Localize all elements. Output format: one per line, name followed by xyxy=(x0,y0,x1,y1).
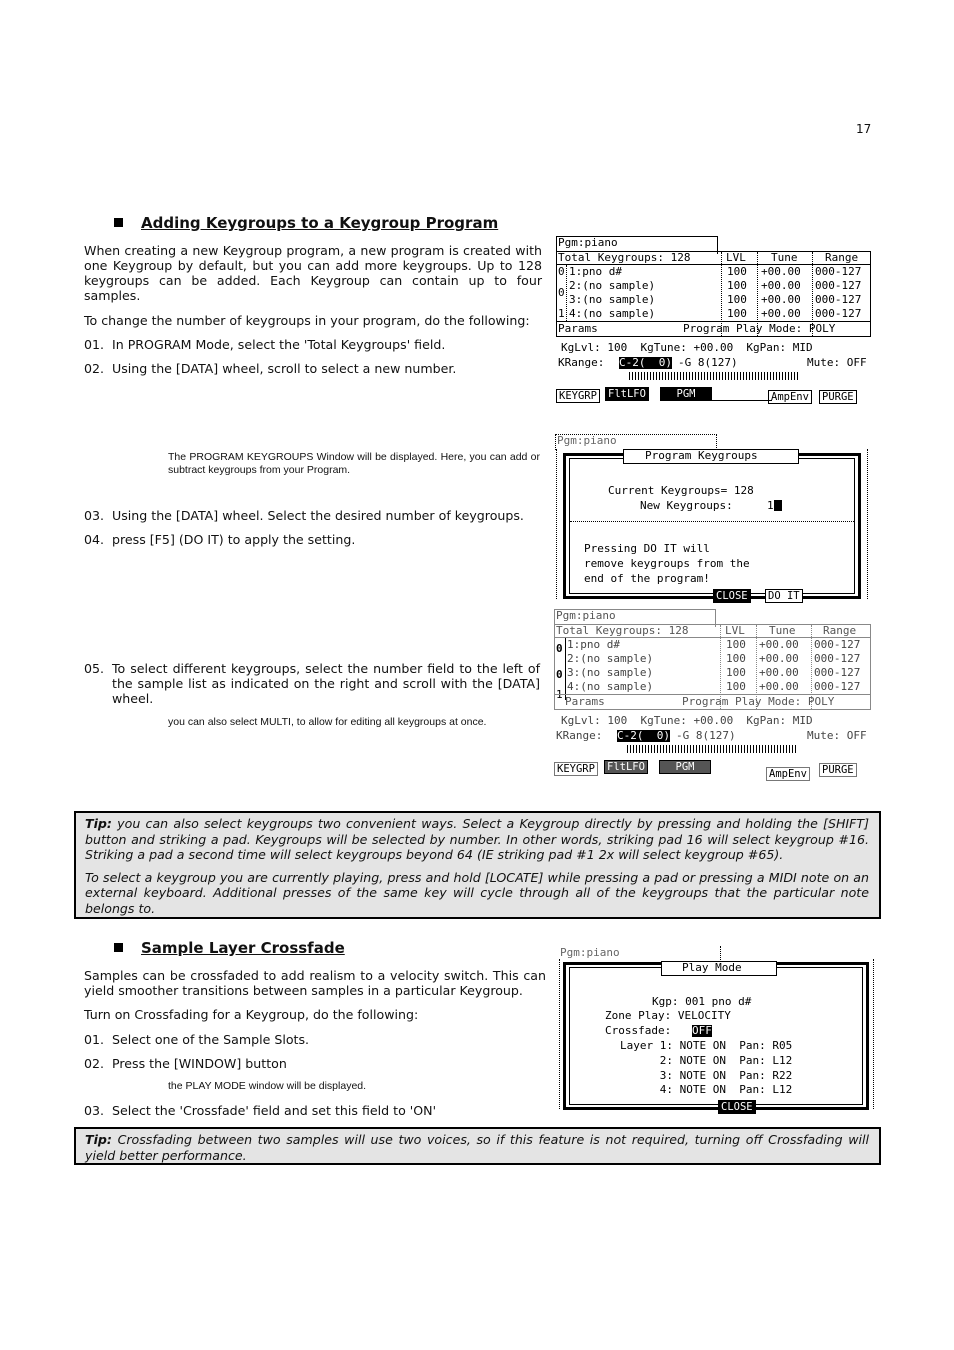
keygroup-digit[interactable]: 0 xyxy=(556,668,563,681)
keygroup-digit[interactable]: 0 xyxy=(556,642,563,655)
tip-box xyxy=(74,1127,881,1165)
lcd-screen-program-select xyxy=(553,607,872,779)
krange-rest[interactable]: -G 8(127) xyxy=(676,729,736,742)
play-mode-field[interactable]: Program Play Mode: POLY xyxy=(683,322,836,335)
keygroup-digit[interactable]: 0 xyxy=(558,286,565,299)
step-item: 01. In PROGRAM Mode, select the 'Total Keygroups' field. xyxy=(84,337,446,352)
program-title: Pgm:piano xyxy=(557,434,617,447)
sample-tune[interactable]: +00.00 xyxy=(761,307,801,320)
step-item: 05. To select different keygroups, select the number field to the left of the sample list as indicated on the right and scroll with the [DATA] wheel. xyxy=(84,661,540,706)
section-heading-keygroups xyxy=(114,214,498,232)
sample-range[interactable]: 000-127 xyxy=(815,265,862,278)
sample-lvl[interactable]: 100 xyxy=(726,652,746,665)
close-button[interactable]: CLOSE xyxy=(718,1100,756,1114)
warning-line: end of the program! xyxy=(584,572,710,585)
kg-level-line[interactable]: KgLvl: 100 KgTune: +00.00 KgPan: MID xyxy=(561,341,813,354)
col-range: Range xyxy=(825,251,859,264)
new-keygroups-label: New Keygroups: xyxy=(640,499,733,512)
col-lvl: LVL xyxy=(726,251,746,264)
sample-slot[interactable]: 3:(no sample) xyxy=(567,666,654,679)
tip-label: Tip: xyxy=(85,1132,112,1147)
close-button[interactable]: CLOSE xyxy=(713,589,751,603)
sample-range[interactable]: 000-127 xyxy=(814,680,861,693)
params-label: Params xyxy=(565,695,605,708)
step-item: 03. Select the 'Crossfade' field and set this field to 'ON' xyxy=(84,1103,437,1118)
keyboard-range-bar xyxy=(627,745,797,753)
divider xyxy=(556,449,557,599)
tab-keygrp[interactable]: KEYGRP xyxy=(554,762,598,776)
sample-lvl[interactable]: 100 xyxy=(727,307,747,320)
note-text: The PROGRAM KEYGROUPS Window will be displayed. Here, you can add or subtract keygroups from your Program. xyxy=(168,451,540,476)
sample-lvl[interactable]: 100 xyxy=(726,638,746,651)
total-keygroups-field[interactable]: Total Keygroups: 128 xyxy=(558,251,691,264)
sample-range[interactable]: 000-127 xyxy=(815,279,862,292)
sample-lvl[interactable]: 100 xyxy=(727,265,747,278)
krange-label: KRange: xyxy=(558,356,605,369)
tip-paragraph: Tip: you can also select keygroups two convenient ways. Select a Keygroup directly by pressing and holding the [SHIFT] button and striking a pad. Keygroups will be selected by number. In other words, striking pad 16 will select keygroup #16. Striking a pad a second time will select keygroups beyond 64 (IE striking pad #1 2x will select keygroup #65). xyxy=(85,816,869,862)
do-it-button[interactable]: DO IT xyxy=(765,589,803,603)
step-item: 01. Select one of the Sample Slots. xyxy=(84,1032,310,1047)
bullet-icon xyxy=(114,218,123,227)
sample-slot[interactable]: 3:(no sample) xyxy=(569,293,656,306)
col-tune: Tune xyxy=(771,251,798,264)
step-item: 04. press [F5] (DO IT) to apply the setting. xyxy=(84,532,356,547)
heading-text: Sample Layer Crossfade xyxy=(141,939,345,957)
divider xyxy=(712,400,772,401)
program-title: Pgm:piano xyxy=(560,946,620,959)
tab-ampenv[interactable]: AmpEnv xyxy=(768,390,812,404)
tab-purge[interactable]: PURGE xyxy=(819,390,857,404)
paragraph: To change the number of keygroups in your program, do the following: xyxy=(84,313,530,328)
tab-fltlfo[interactable]: FltLFO xyxy=(604,760,648,774)
note-text: you can also select MULTI, to allow for editing all keygroups at once. xyxy=(168,716,487,728)
crossfade-field[interactable]: OFF xyxy=(692,1024,712,1037)
paragraph: Turn on Crossfading for a Keygroup, do the following: xyxy=(84,1007,419,1022)
note-text: the PLAY MODE window will be displayed. xyxy=(168,1080,367,1092)
mute-field[interactable]: Mute: OFF xyxy=(807,356,867,369)
tip-label: Tip: xyxy=(85,816,112,831)
tab-purge[interactable]: PURGE xyxy=(819,763,857,777)
crossfade-label: Crossfade: xyxy=(605,1024,672,1037)
layer-row[interactable]: 3: NOTE ON Pan: R22 xyxy=(620,1069,793,1082)
zone-play-field[interactable]: Zone Play: VELOCITY xyxy=(605,1009,731,1022)
sample-range[interactable]: 000-127 xyxy=(815,307,862,320)
divider xyxy=(720,946,721,960)
lcd-screen-program-keygroups xyxy=(555,433,872,605)
keygroup-digit[interactable]: 1 xyxy=(556,688,563,701)
divider xyxy=(873,959,874,1109)
kg-level-line[interactable]: KgLvl: 100 KgTune: +00.00 KgPan: MID xyxy=(561,714,813,727)
dialog-title: Play Mode xyxy=(682,961,742,974)
cursor xyxy=(774,500,782,511)
col-lvl: LVL xyxy=(725,624,745,637)
play-mode-field[interactable]: Program Play Mode: POLY xyxy=(682,695,835,708)
tab-pgm[interactable]: PGM xyxy=(659,760,711,774)
kgp-field[interactable]: Kgp: 001 pno d# xyxy=(652,995,752,1008)
program-title: Pgm:piano xyxy=(556,609,616,622)
layer-row[interactable]: 2: NOTE ON Pan: L12 xyxy=(620,1054,793,1067)
tip-box xyxy=(74,811,881,919)
sample-slot[interactable]: 4:(no sample) xyxy=(567,680,654,693)
divider xyxy=(570,521,854,522)
paragraph: When creating a new Keygroup program, a new program is created with one Keygroup by default, but you can add more keygroups. Up to 128 keygroups can be added. Each Keygroup can contain up to four samples. xyxy=(84,243,542,303)
lcd-screen-play-mode xyxy=(557,945,877,1117)
sample-slot[interactable]: 4:(no sample) xyxy=(569,307,656,320)
krange-label: KRange: xyxy=(556,729,603,742)
sample-tune[interactable]: +00.00 xyxy=(759,666,799,679)
divider xyxy=(867,449,868,599)
keyboard-range-bar xyxy=(629,372,799,380)
step-item: 02. Press the [WINDOW] button xyxy=(84,1056,287,1071)
krange-value[interactable]: C-2( 0) xyxy=(617,729,670,742)
mute-field[interactable]: Mute: OFF xyxy=(807,729,867,742)
sample-lvl[interactable]: 100 xyxy=(726,666,746,679)
sample-range[interactable]: 000-127 xyxy=(814,638,861,651)
warning-line: remove keygroups from the xyxy=(584,557,750,570)
total-keygroups-field[interactable]: Total Keygroups: 128 xyxy=(556,624,689,637)
keygroup-digit[interactable]: 0 xyxy=(558,265,565,278)
sample-range[interactable]: 000-127 xyxy=(814,652,861,665)
sample-range[interactable]: 000-127 xyxy=(814,666,861,679)
lcd-screen-program xyxy=(555,234,872,406)
sample-lvl[interactable]: 100 xyxy=(727,279,747,292)
warning-line: Pressing DO IT will xyxy=(584,542,710,555)
sample-lvl[interactable]: 100 xyxy=(726,680,746,693)
sample-range[interactable]: 000-127 xyxy=(815,293,862,306)
new-keygroups-value[interactable]: 1 xyxy=(767,499,774,512)
layer-row[interactable]: 4: NOTE ON Pan: L12 xyxy=(620,1083,793,1096)
krange-value[interactable]: C-2( 0) xyxy=(619,356,672,369)
sample-lvl[interactable]: 100 xyxy=(727,293,747,306)
col-range: Range xyxy=(823,624,857,637)
sample-tune[interactable]: +00.00 xyxy=(759,652,799,665)
program-title: Pgm:piano xyxy=(558,236,618,249)
paragraph: Samples can be crossfaded to add realism to a velocity switch. This can yield smoother transitions between samples in a particular Keygroup. xyxy=(84,968,546,998)
step-item: 03. Using the [DATA] wheel. Select the desired number of keygroups. xyxy=(84,508,524,523)
sample-slot[interactable]: 2:(no sample) xyxy=(567,652,654,665)
sample-tune[interactable]: +00.00 xyxy=(761,265,801,278)
tab-ampenv[interactable]: AmpEnv xyxy=(766,767,810,781)
sample-tune[interactable]: +00.00 xyxy=(761,279,801,292)
sample-tune[interactable]: +00.00 xyxy=(761,293,801,306)
page-number: 17 xyxy=(856,122,872,136)
tip-paragraph: To select a keygroup you are currently playing, press and hold [LOCATE] while pressing a pad or pressing a MIDI note on an external keyboard. Additional presses of the same key will cycle through all of the keygroups that the particular note belongs to. xyxy=(85,869,869,916)
layer-row[interactable]: Layer 1: NOTE ON Pan: R05 xyxy=(620,1039,793,1052)
dialog-title: Program Keygroups xyxy=(645,449,758,462)
current-keygroups: Current Keygroups= 128 xyxy=(608,484,754,497)
tip-paragraph: Tip: Crossfading between two samples will use two voices, so if this feature is not required, turning off Crossfading will yield better performance. xyxy=(85,1132,869,1163)
sample-tune[interactable]: +00.00 xyxy=(759,680,799,693)
divider xyxy=(559,959,560,1109)
divider xyxy=(566,265,567,321)
section-heading-crossfade xyxy=(114,939,345,957)
params-label: Params xyxy=(558,322,598,335)
sample-slot[interactable]: 2:(no sample) xyxy=(569,279,656,292)
sample-tune[interactable]: +00.00 xyxy=(759,638,799,651)
tab-keygrp[interactable]: KEYGRP xyxy=(556,389,600,403)
krange-rest[interactable]: -G 8(127) xyxy=(678,356,738,369)
heading-text: Adding Keygroups to a Keygroup Program xyxy=(141,214,499,232)
keygroup-digit[interactable]: 1 xyxy=(558,307,565,320)
col-tune: Tune xyxy=(769,624,796,637)
step-item: 02. Using the [DATA] wheel, scroll to select a new number. xyxy=(84,361,457,376)
tab-fltlfo[interactable]: FltLFO xyxy=(605,387,649,401)
sample-slot[interactable]: 1:pno d# xyxy=(567,638,620,651)
sample-slot[interactable]: 1:pno d# xyxy=(569,265,622,278)
tab-pgm[interactable]: PGM xyxy=(660,387,712,401)
bullet-icon xyxy=(114,943,123,952)
